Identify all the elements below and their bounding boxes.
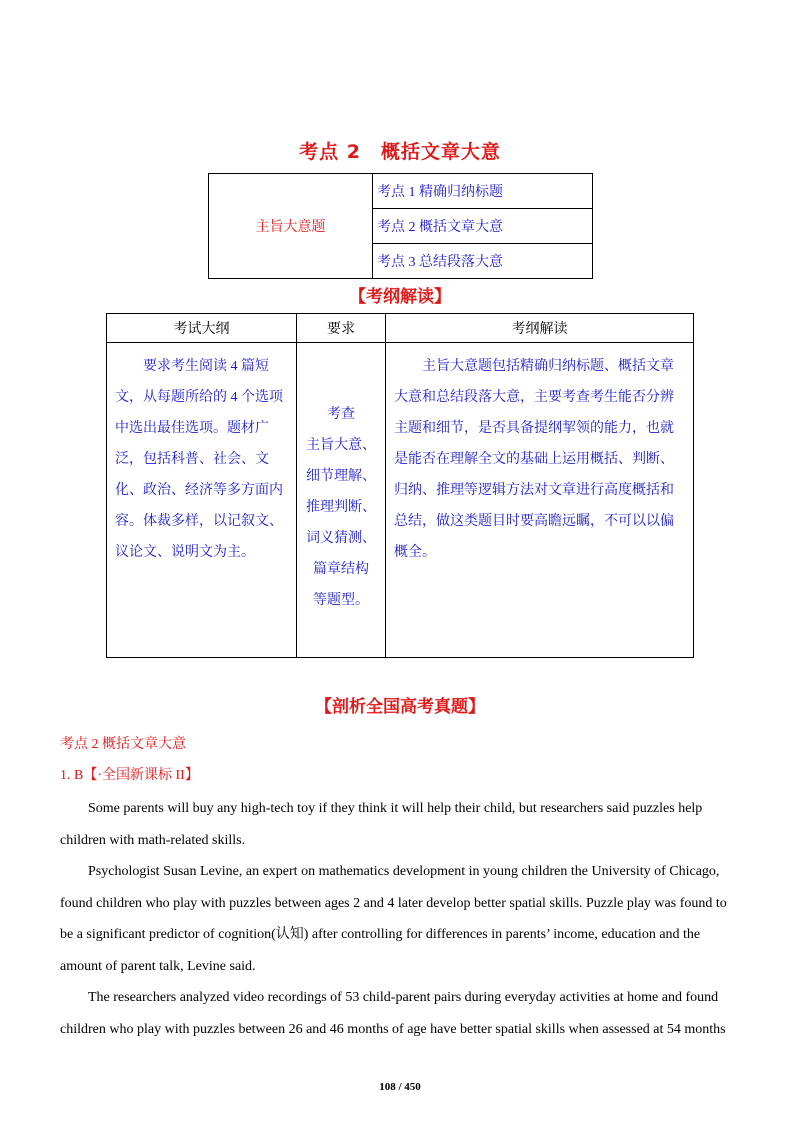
paragraph: The researchers analyzed video recordings of 53 child-parent pairs during everyday activities at home and found children who play with puzzles between 26 and 46 months of age have better spatial skills when assessed at 54 months <box>60 990 726 1037</box>
question-number: 1. B <box>60 768 84 783</box>
requirement-line: 篇章结构 <box>313 562 369 577</box>
paragraph: Some parents will buy any high-tech toy if they think it will help their child, but researchers said puzzles help children with math-related skills. <box>60 801 703 848</box>
topic-item: 考点 2 概括文章大意 <box>373 209 593 244</box>
syllabus-heading: 【考纲解读】 <box>349 287 451 307</box>
topic-main-cell: 主旨大意题 <box>209 174 373 279</box>
requirement-cell <box>297 343 386 658</box>
requirement-line: 词义猜测、 <box>306 531 376 546</box>
question-heading <box>60 764 199 784</box>
requirement-line: 推理判断、 <box>306 500 376 515</box>
topic-label: 考点 2 概括文章大意 <box>60 737 186 752</box>
question-source: 【·全国新课标 II】 <box>83 768 199 783</box>
topic-item: 考点 3 总结段落大意 <box>373 244 593 279</box>
header-cell: 要求 <box>297 314 386 343</box>
paragraph: Psychologist Susan Levine, an expert on mathematics development in young children the University of Chicago, found children who play with puzzles between ages 2 and 4 later develop better spatial skills. Puzzle play was found to be a significant predictor of cognition(认知) after controlling for differences in parents’ income, education and the amount of parent talk, Levine said. <box>60 864 727 974</box>
interpretation-cell: 主旨大意题包括精确归纳标题、概括文章大意和总结段落大意，主要考查考生能否分辨主题和细节，是否具备提纲挈领的能力，也就是能否在理解全文的基础上运用概括、判断、归纳、推理等逻辑方法对文章进行高度概括和总结，做这类题目时要高瞻远瞩，不可以以偏概全。 <box>386 343 694 658</box>
topic-table <box>208 173 593 279</box>
requirement-line: 细节理解、 <box>306 469 376 484</box>
analysis-heading: 【剖析全国高考真题】 <box>315 697 485 717</box>
requirement-line: 等题型。 <box>313 593 369 608</box>
page-title: 考点 2 概括文章大意 <box>299 141 501 163</box>
requirement-line: 主旨大意、 <box>306 438 376 453</box>
requirement-line: 考查 <box>327 407 355 422</box>
syllabus-cell: 要求考生阅读 4 篇短文，从每题所给的 4 个选项中选出最佳选项。题材广泛，包括科普、社会、文化、政治、经济等多方面内容。体裁多样，以记叙文、议论文、说明文为主。 <box>107 343 297 658</box>
header-cell: 考纲解读 <box>386 314 694 343</box>
syllabus-table <box>106 313 694 658</box>
page-number: 108 / 450 <box>379 1081 421 1093</box>
header-cell: 考试大纲 <box>107 314 297 343</box>
topic-item: 考点 1 精确归纳标题 <box>373 174 593 209</box>
